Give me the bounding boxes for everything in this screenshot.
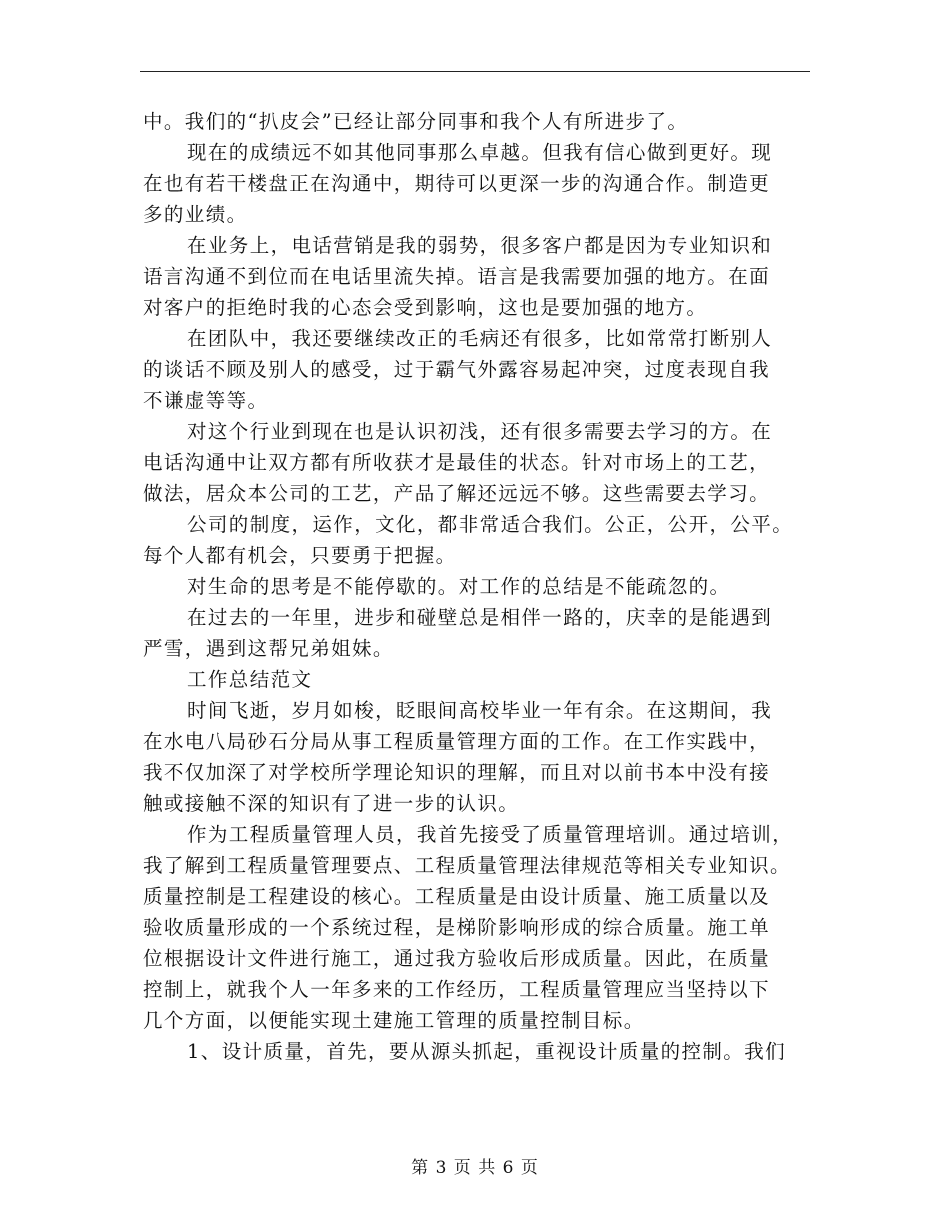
text-line: 对客户的拒绝时我的心态会受到影响，这也是要加强的地方。 (143, 296, 708, 319)
text-line: 中。我们的“扒皮会”已经让部分同事和我个人有所进步了。 (143, 110, 689, 133)
text-line: 做法，居众本公司的工艺，产品了解还远远不够。这些需要去学习。 (143, 482, 771, 505)
text-line: 时间飞逝，岁月如梭，眨眼间高校毕业一年有余。在这期间，我 (187, 699, 773, 722)
text-line: 对生命的思考是不能停歇的。对工作的总结是不能疏忽的。 (187, 575, 731, 598)
text-line: 1、设计质量，首先，要从源头抓起，重视设计质量的控制。我们 (187, 1040, 787, 1063)
text-line: 现在的成绩远不如其他同事那么卓越。但我有信心做到更好。现 (187, 141, 773, 164)
text-line: 我了解到工程质量管理要点、工程质量管理法律规范等相关专业知识。 (143, 854, 791, 877)
text-line: 位根据设计文件进行施工，通过我方验收后形成质量。因此，在质量 (143, 947, 771, 970)
text-line: 控制上，就我个人一年多来的工作经历，工程质量管理应当坚持以下 (143, 978, 771, 1001)
text-line: 在水电八局砂石分局从事工程质量管理方面的工作。在工作实践中， (143, 730, 771, 753)
text-line: 电话沟通中让双方都有所收获才是最佳的状态。针对市场上的工艺， (143, 451, 771, 474)
text-line: 验收质量形成的一个系统过程，是梯阶影响形成的综合质量。施工单 (143, 916, 771, 939)
text-line: 多的业绩。 (143, 203, 248, 226)
text-line: 我不仅加深了对学校所学理论知识的理解，而且对以前书本中没有接 (143, 761, 771, 784)
document-body (143, 106, 808, 1067)
text-line: 公司的制度，运作，文化，都非常适合我们。公正，公开，公平。 (187, 513, 794, 536)
page-footer: 第 3 页 共 6 页 (411, 1158, 539, 1178)
header-rule (140, 71, 810, 72)
text-line: 作为工程质量管理人员，我首先接受了质量管理培训。通过培训， (187, 823, 794, 846)
text-line: 触或接触不深的知识有了进一步的认识。 (143, 792, 520, 815)
text-line: 在过去的一年里，进步和碰壁总是相伴一路的，庆幸的是能遇到 (187, 606, 773, 629)
text-line: 严雪，遇到这帮兄弟姐妹。 (143, 637, 394, 660)
text-line: 在也有若干楼盘正在沟通中，期待可以更深一步的沟通合作。制造更 (143, 172, 771, 195)
text-line: 几个方面，以便能实现土建施工管理的质量控制目标。 (143, 1009, 645, 1032)
text-line: 每个人都有机会，只要勇于把握。 (143, 544, 457, 567)
text-line: 在团队中，我还要继续改正的毛病还有很多，比如常常打断别人 (187, 327, 773, 350)
text-line: 工作总结范文 (187, 668, 313, 691)
text-line: 语言沟通不到位而在电话里流失掉。语言是我需要加强的地方。在面 (143, 265, 771, 288)
text-line: 质量控制是工程建设的核心。工程质量是由设计质量、施工质量以及 (143, 885, 771, 908)
text-line: 不谦虚等等。 (143, 389, 269, 412)
text-line: 在业务上，电话营销是我的弱势，很多客户都是因为专业知识和 (187, 234, 773, 257)
text-line: 对这个行业到现在也是认识初浅，还有很多需要去学习的方。在 (187, 420, 773, 443)
text-line: 的谈话不顾及别人的感受，过于霸气外露容易起冲突，过度表现自我 (143, 358, 771, 381)
